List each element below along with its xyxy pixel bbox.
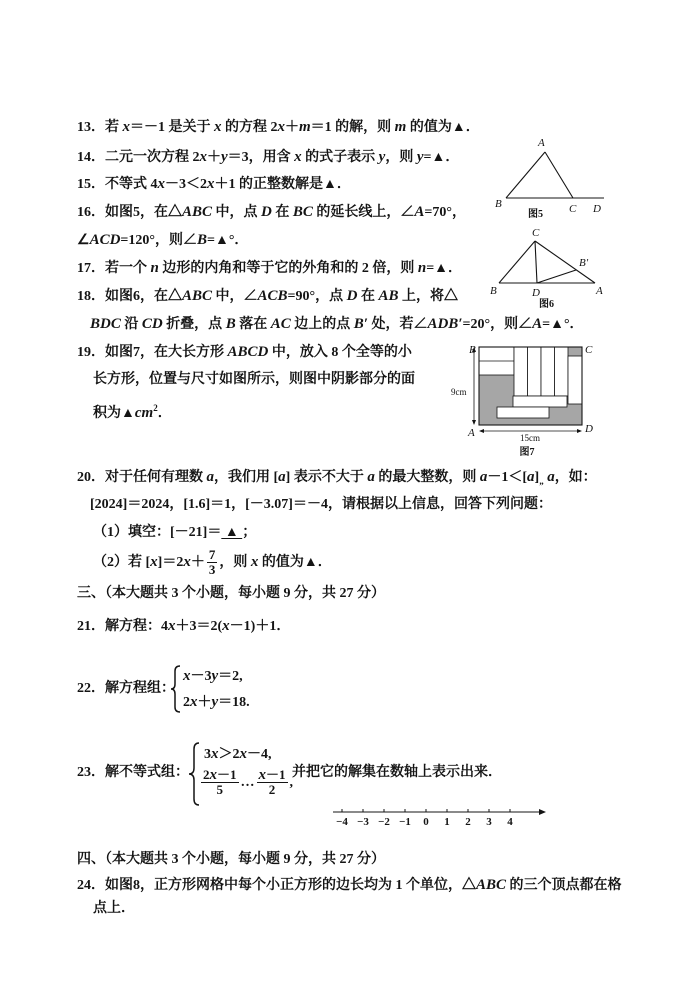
text-run: [2024]＝2024，[1.6]＝1，[－3.07]＝－4，请根据以上信息，回答下列问题： — [90, 497, 552, 512]
math-variable: B — [225, 316, 236, 332]
text-run: （1）填空：[－21]＝ — [93, 525, 222, 540]
fraction — [257, 768, 288, 797]
superscript: 2 — [153, 403, 158, 413]
math-variable: y — [378, 149, 386, 165]
text-run: ＋1 的正整数解是▲． — [214, 177, 351, 192]
text-run: 3 — [208, 562, 216, 578]
math-variable: m — [299, 119, 311, 135]
fraction-numerator — [257, 768, 288, 783]
fraction-denominator — [215, 783, 226, 797]
q20-line-4 — [93, 548, 332, 577]
text-run: 16．如图5，在△ — [77, 205, 182, 220]
math-variable: x — [209, 767, 217, 784]
text-run: －1 — [217, 767, 237, 783]
text-run: －4, — [247, 747, 272, 762]
fig6-segment-cd — [535, 241, 537, 283]
text-run: ＋ — [285, 120, 299, 135]
fig7-label-a: A — [468, 427, 475, 439]
math-variable: x — [211, 746, 219, 762]
text-run: 3 — [204, 747, 211, 762]
text-run: 20．对于任何有理数 — [77, 470, 207, 485]
math-variable: n — [417, 260, 427, 276]
figure-7 — [440, 340, 600, 460]
math-variable: a — [479, 469, 488, 485]
text-run: －3＜2 — [165, 177, 207, 192]
q16-line-2 — [77, 231, 248, 250]
math-variable: a — [206, 469, 214, 485]
text-run: 中，点 — [212, 205, 262, 220]
text-run: =20°，则∠ — [462, 317, 533, 332]
fig6-label-b-prime: B′ — [579, 257, 589, 269]
figure-6 — [485, 225, 610, 310]
fig7-label-b: B — [469, 344, 476, 356]
text-run: －3 — [190, 669, 212, 684]
text-run: =▲°． — [542, 317, 584, 332]
text-run: 19．如图7，在大长方形 — [77, 345, 228, 360]
text-run: ＞2 — [218, 747, 240, 762]
text-run: ． — [157, 406, 172, 421]
math-variable: x — [190, 694, 198, 710]
math-variable: CD — [141, 316, 163, 332]
fig7-small-rect — [528, 347, 542, 396]
math-variable: ABCD — [227, 344, 269, 360]
text-run: 2 — [183, 695, 190, 710]
fig6-segment-db-prime — [537, 270, 576, 283]
text-run: ] — [534, 470, 540, 485]
q20-line-2 — [90, 496, 552, 514]
fraction — [201, 768, 239, 797]
math-variable: ABC — [476, 877, 507, 893]
q22-brace-icon — [170, 665, 181, 713]
text-run: 15．不等式 4 — [77, 177, 158, 192]
text-run: 在 — [271, 205, 293, 220]
fig7-small-rect — [514, 347, 528, 396]
number-line-label: 2 — [465, 816, 471, 828]
text-run: 的值为▲． — [258, 555, 332, 570]
q20-line-3 — [93, 524, 256, 542]
text-run: 的方程 2 — [221, 120, 278, 135]
number-line-label: 0 — [423, 816, 429, 828]
text-run: ∠ — [77, 233, 90, 248]
text-run: ＋ — [197, 695, 212, 710]
q17-line — [77, 259, 462, 278]
number-line-arrow-icon — [539, 809, 546, 815]
text-run: ] 表示不大于 — [285, 470, 368, 485]
text-run: ＋ — [207, 150, 221, 165]
text-run: ＝18. — [218, 695, 250, 710]
text-run: 的三个顶点都在格 — [506, 878, 622, 893]
text-run: －1 — [266, 767, 286, 783]
text-run: 上，将△ — [398, 289, 458, 304]
number-line — [325, 800, 550, 830]
number-line-label: 4 — [507, 816, 513, 828]
text-run: 的延长线上，∠ — [312, 205, 415, 220]
text-run: 并把它的解集在数轴上表示出来． — [292, 765, 502, 780]
text-run: 边上的点 — [290, 317, 354, 332]
text-run: －1)＋1． — [229, 619, 291, 634]
relation-symbol: „ — [539, 476, 544, 486]
q18-line-1 — [77, 287, 458, 306]
math-variable: x — [168, 618, 176, 634]
text-run: ＝－1 是关于 — [130, 120, 214, 135]
text-run: ，则 — [219, 555, 251, 570]
fig6-label-b: B — [490, 285, 497, 297]
text-run: =▲． — [423, 150, 460, 165]
q22-equation-1 — [183, 667, 243, 686]
text-run: 长方形，位置与尺寸如图所示，则图中阴影部分的面 — [93, 372, 415, 387]
text-run: 中，∠ — [212, 289, 258, 304]
number-line-label: 3 — [486, 816, 492, 828]
fraction-numerator — [207, 548, 218, 563]
math-variable: y — [211, 694, 219, 710]
text-run: 的式子表示 — [301, 150, 379, 165]
math-variable: x — [250, 554, 259, 570]
fig5-label-c: C — [569, 203, 577, 215]
math-variable: A — [532, 316, 543, 332]
q23-inequality-1 — [204, 745, 272, 764]
math-variable: ABC — [182, 288, 213, 304]
number-line-label: −1 — [399, 816, 411, 828]
number-line-label: −3 — [357, 816, 369, 828]
q23-inequality-2 — [199, 768, 293, 798]
math-variable: x — [199, 149, 207, 165]
text-run: 14．二元一次方程 2 — [77, 150, 200, 165]
text-run: ＋3＝2( — [175, 619, 223, 634]
text-run: 13．若 — [77, 120, 123, 135]
section-3-heading: 三、（本大题共 3 个小题，每小题 9 分，共 27 分） — [77, 586, 385, 601]
q22-equation-2 — [183, 693, 250, 712]
math-variable: a — [527, 469, 535, 485]
math-variable: cm — [134, 405, 154, 421]
fig6-label-c: C — [532, 227, 540, 239]
math-variable: ADB′ — [427, 316, 463, 332]
text-run: =▲． — [426, 261, 463, 276]
math-variable: D — [261, 204, 272, 220]
text-run: 24．如图8，正方形网格中每个小正方形的边长均为 1 个单位，△ — [77, 878, 476, 893]
fig6-label-d: D — [532, 287, 540, 299]
math-variable: y — [221, 149, 228, 165]
text-run: =70°， — [424, 205, 466, 220]
text-run: ，则 — [385, 150, 417, 165]
figure-5 — [485, 135, 610, 220]
text-run: 边形的内角和等于它的外角和的 2 倍，则 — [158, 261, 418, 276]
math-variable: m — [394, 119, 407, 135]
math-variable: x — [258, 767, 267, 784]
q15-line — [77, 175, 351, 194]
text-run: 在 — [357, 289, 379, 304]
text-run: 17．若一个 — [77, 261, 151, 276]
fig6-segment-bc — [499, 241, 535, 283]
text-run: 中，放入 8 个全等的小 — [268, 345, 412, 360]
math-variable: n — [150, 260, 159, 276]
math-variable: x — [122, 119, 130, 135]
q18-line-2 — [90, 315, 584, 334]
fig7-small-rect — [568, 356, 582, 404]
q14-line — [77, 148, 459, 167]
fraction-numerator — [201, 768, 239, 783]
fig5-segment-ab — [506, 152, 545, 198]
fraction-denominator — [207, 563, 218, 577]
fig6-caption: 图6 — [539, 299, 554, 310]
text-run: 18．如图6，在△ — [77, 289, 182, 304]
q24-line-1 — [77, 876, 622, 895]
fig7-small-rect — [513, 396, 567, 407]
fig7-small-rect — [555, 347, 569, 396]
q21-line — [77, 617, 290, 636]
answer-blank: ▲ — [221, 525, 243, 540]
number-line-label: −2 — [378, 816, 390, 828]
math-variable: AB — [378, 288, 399, 304]
text-run: ]＝2 — [157, 555, 184, 570]
q16-line-1 — [77, 203, 466, 222]
text-run: 的值为▲． — [406, 120, 480, 135]
fig7-caption: 图7 — [519, 447, 535, 458]
math-variable: AC — [270, 316, 291, 332]
math-variable: x — [277, 119, 285, 135]
math-variable: BDC — [90, 316, 121, 332]
fig6-label-a: A — [596, 285, 603, 297]
fig7-arrow-down — [472, 420, 476, 425]
q24-line-2 — [93, 900, 135, 918]
text-run: 处，若∠ — [367, 317, 428, 332]
text-run: 22．解方程组： — [77, 681, 175, 696]
text-run: 21．解方程：4 — [77, 619, 168, 634]
math-variable: x — [239, 746, 247, 762]
q19-line-1 — [77, 343, 412, 362]
q19-line-3 — [93, 399, 172, 423]
text-run: =120°，则∠ — [120, 233, 197, 248]
q13-line — [77, 118, 480, 137]
q19-line-2 — [93, 371, 415, 389]
text-run: ； — [242, 525, 257, 540]
math-variable: x — [157, 176, 165, 192]
q20-line-1 — [77, 468, 597, 490]
fig7-label-c: C — [585, 344, 593, 356]
math-variable: D — [346, 288, 358, 304]
math-variable: x — [150, 554, 158, 570]
text-run: －1＜[ — [487, 470, 528, 485]
q22-label — [77, 680, 175, 698]
text-run: ＋ — [190, 555, 205, 570]
fig7-small-rect — [497, 407, 549, 418]
text-run: 23．解不等式组： — [77, 765, 189, 780]
text-run: 的最大整数，则 — [374, 470, 480, 485]
number-line-label: −4 — [336, 816, 348, 828]
section-4-heading: 四、（本大题共 3 个小题，每小题 9 分，共 27 分） — [77, 852, 385, 867]
text-run: 沿 — [120, 317, 142, 332]
q23-label — [77, 764, 189, 782]
math-variable: y — [211, 668, 219, 684]
math-variable: ACB — [257, 288, 288, 304]
math-variable: x — [222, 618, 230, 634]
fig5-label-d: D — [593, 203, 601, 215]
text-run: 积为▲ — [93, 406, 135, 421]
math-variable: ABC — [182, 204, 213, 220]
math-variable: ACD — [89, 232, 121, 248]
text-run: （2）若 [ — [93, 555, 151, 570]
fraction-denominator — [267, 783, 278, 797]
fig7-arrow-right — [577, 429, 582, 433]
math-variable: B′ — [353, 316, 368, 332]
math-variable: x — [207, 176, 215, 192]
text-run: 折叠，点 — [162, 317, 226, 332]
q23-tail — [292, 764, 502, 782]
text-run: 2 — [268, 782, 276, 798]
text-run: 7 — [208, 547, 216, 563]
fig5-caption: 图5 — [528, 209, 543, 220]
text-run: =▲°． — [207, 233, 249, 248]
math-variable: a — [547, 469, 555, 485]
text-run: ，如： — [554, 470, 597, 485]
fig5-label-b: B — [495, 198, 502, 210]
math-variable: A — [414, 204, 425, 220]
fig5-segment-ac — [545, 152, 573, 198]
math-variable: B — [196, 232, 207, 248]
fig7-small-rect — [541, 347, 555, 396]
fraction — [207, 548, 218, 577]
text-run: ，我们用 [ — [214, 470, 279, 485]
text-run: 点上． — [93, 901, 135, 916]
fig5-label-a: A — [538, 137, 545, 149]
math-variable: x — [294, 149, 302, 165]
text-run: ＝2, — [218, 669, 243, 684]
fig7-width-label: 15cm — [520, 433, 540, 443]
fig7-arrow-left — [479, 429, 484, 433]
text-run: , — [289, 775, 294, 790]
math-variable: a — [278, 469, 286, 485]
math-variable: a — [367, 469, 375, 485]
number-line-label: 1 — [444, 816, 450, 828]
text-run: ＝1 的解，则 — [310, 120, 395, 135]
fig7-label-d: D — [585, 423, 593, 435]
math-variable: x — [214, 119, 222, 135]
fig7-height-label: 9cm — [451, 387, 467, 397]
math-variable: x — [183, 668, 191, 684]
text-run: 2 — [203, 767, 210, 783]
math-variable: y — [416, 149, 424, 165]
math-variable: x — [183, 554, 191, 570]
text-run: ＝3，用含 — [227, 150, 295, 165]
text-run: 5 — [216, 782, 223, 798]
text-run: =90°，点 — [287, 289, 347, 304]
text-run: … — [240, 775, 255, 790]
text-run: 落在 — [235, 317, 271, 332]
math-variable: BC — [292, 204, 313, 220]
